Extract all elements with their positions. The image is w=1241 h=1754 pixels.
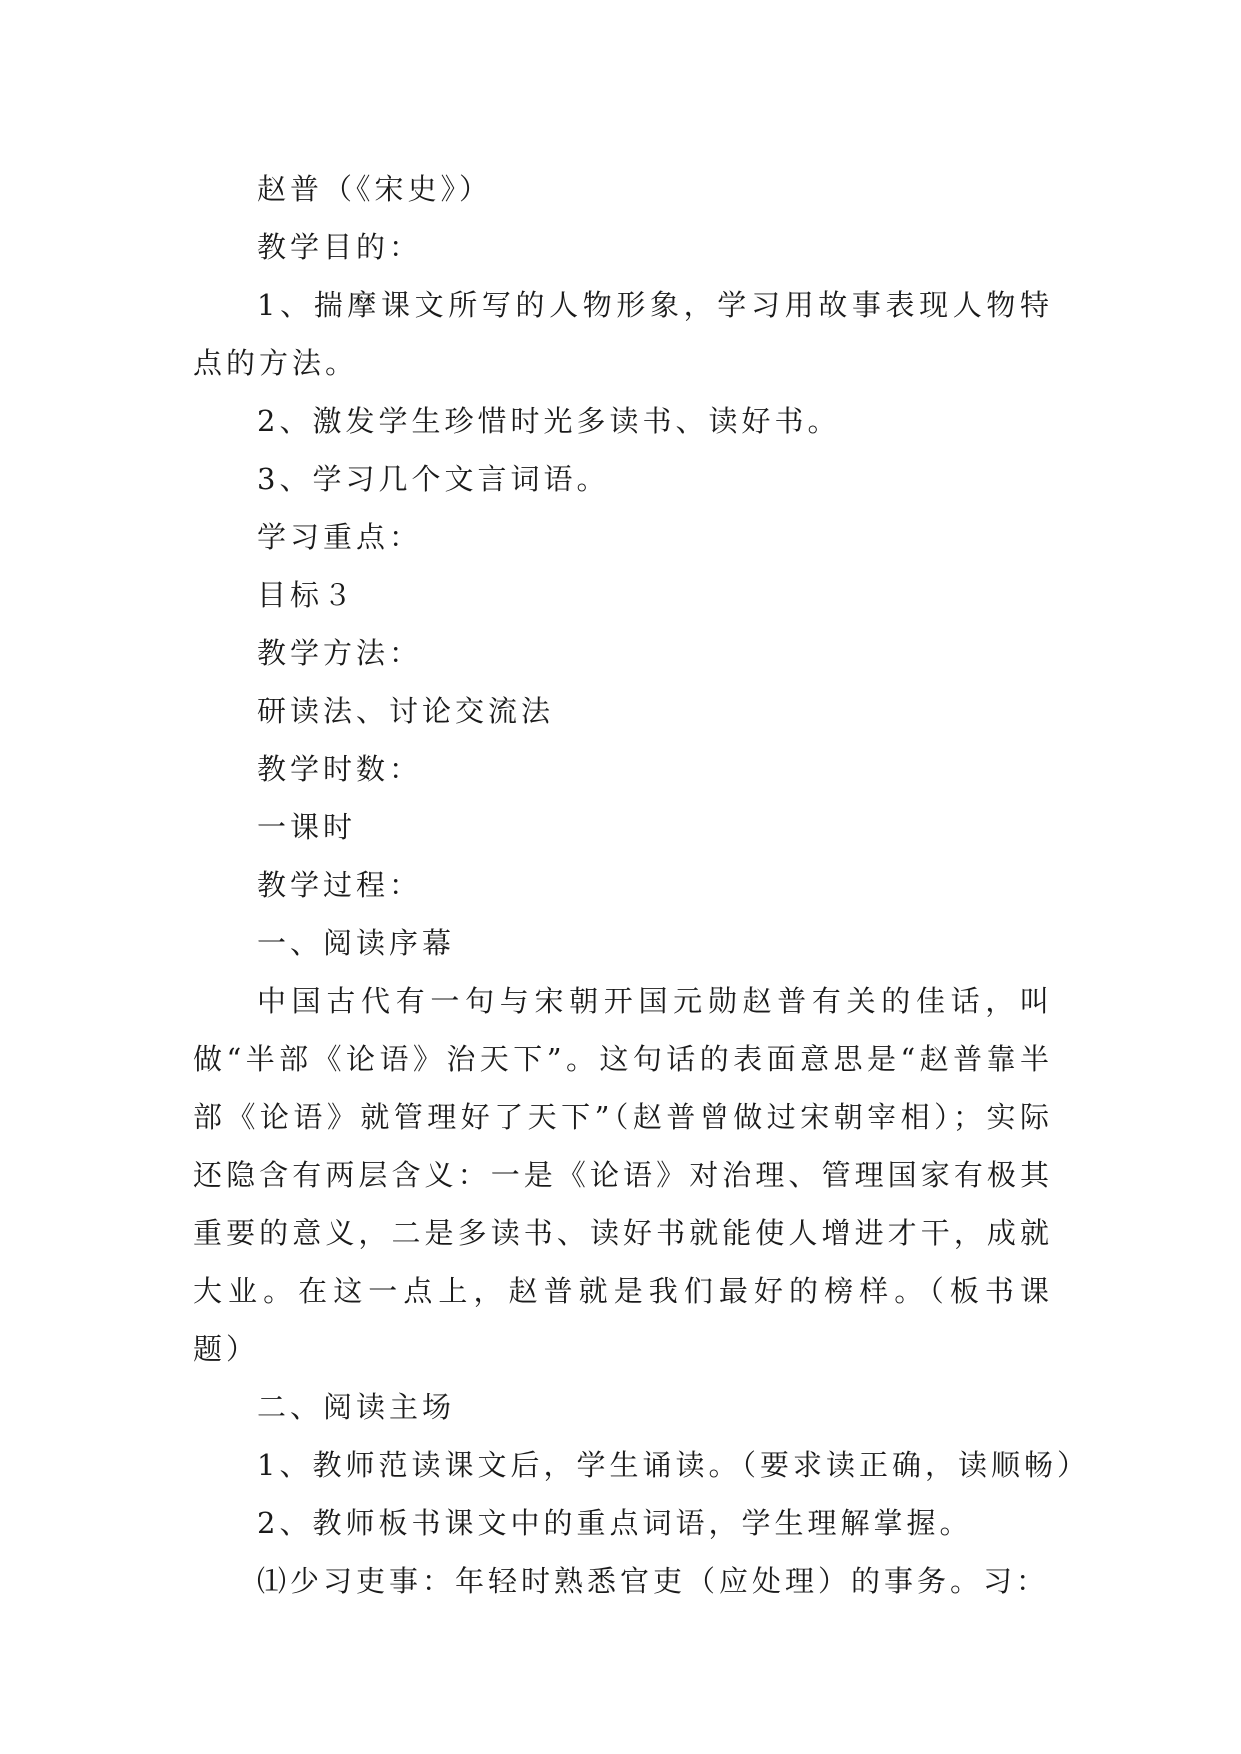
intro-paragraph: 中国古代有一句与宋朝开国元勋赵普有关的佳话，叫做“半部《论语》治天下”。这句话的表面意思是“赵普靠半部《论语》就管理好了天下”（赵普曾做过宋朝宰相）；实际还隐含有两层含义：一是《论语》对治理、管理国家有极其重要的意义，二是多读书、读好书就能使人增进才干，成就大业。在这一点上，赵普就是我们最好的榜样。（板书课题） bbox=[193, 984, 1053, 1366]
step-item-1: 1、教师范读课文后，学生诵读。（要求读正确，读顺畅） bbox=[257, 1448, 1090, 1482]
method-heading: 教学方法： bbox=[257, 636, 423, 670]
objectives-heading: 教学目的： bbox=[257, 230, 423, 264]
objective-item-1: 1、揣摩课文所写的人物形象，学习用故事表现人物特点的方法。 bbox=[193, 288, 1053, 380]
section-heading-1: 一、阅读序幕 bbox=[257, 926, 456, 960]
focus-value: 目标３ bbox=[257, 578, 357, 612]
process-heading: 教学过程： bbox=[257, 868, 423, 902]
objective-item-3: 3、学习几个文言词语。 bbox=[257, 462, 610, 496]
vocab-item-1: ⑴少习吏事：年轻时熟悉官吏（应处理）的事务。习： bbox=[257, 1564, 1050, 1598]
section-heading-2: 二、阅读主场 bbox=[257, 1390, 456, 1424]
document-body bbox=[193, 160, 1090, 1610]
method-value: 研读法、讨论交流法 bbox=[257, 694, 555, 728]
step-item-2: 2、教师板书课文中的重点词语，学生理解掌握。 bbox=[257, 1506, 973, 1540]
lesson-title: 赵普（《宋史》） bbox=[257, 172, 493, 206]
objective-item-2: 2、激发学生珍惜时光多读书、读好书。 bbox=[257, 404, 841, 438]
hours-value: 一课时 bbox=[257, 810, 357, 844]
hours-heading: 教学时数： bbox=[257, 752, 423, 786]
focus-heading: 学习重点： bbox=[257, 520, 423, 554]
